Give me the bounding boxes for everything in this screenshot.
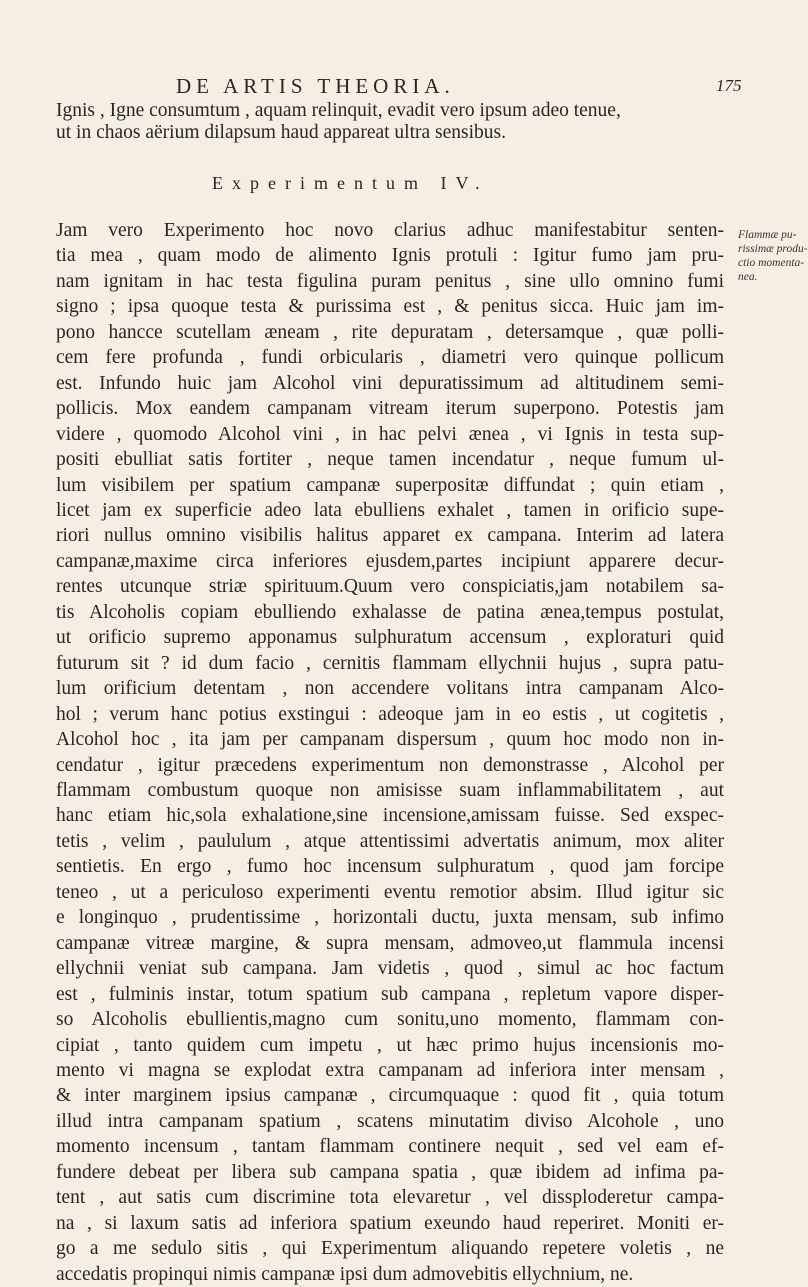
text-line: lum orificium detentam , non accendere volitans intra campanam Alco-: [56, 678, 724, 700]
text-line: fundere debeat per libera sub campana spatia , quæ ibidem ad infima pa-: [56, 1161, 724, 1183]
text-line: sentietis. En ergo , fumo hoc incensum sulphuratum , quod jam forcipe: [56, 856, 724, 878]
experiment-heading: Experimentum IV.: [212, 173, 489, 193]
text-line: hol ; verum hanc potius exstingui : adeoque jam in eo estis , ut cogitetis ,: [56, 703, 724, 725]
text-line: cipiat , tanto quidem cum impetu , ut hæc primo hujus incensionis mo-: [56, 1034, 724, 1056]
text-line: tetis , velim , paululum , atque attentissimi advertatis animum, mox aliter: [56, 830, 724, 852]
text-line: tis Alcoholis copiam ebulliendo exhalasse de patina ænea,tempus postulat,: [56, 601, 724, 623]
text-line: signo ; ipsa quoque testa & purissima est , & penitus sicca. Huic jam im-: [56, 296, 724, 318]
page-number: 175: [716, 76, 742, 95]
text-line: futurum sit ? id dum facio , cernitis flammam ellychnii hujus , supra patu-: [56, 652, 724, 674]
text-line: ellychnii veniat sub campana. Jam videtis , quod , simul ac hoc factum: [56, 958, 724, 980]
text-line: tia mea , quam modo de alimento Ignis protuli : Igitur fumo jam pru-: [56, 245, 724, 267]
text-line: licet jam ex superficie adeo lata ebulliens exhalet , tamen in orificio supe-: [56, 499, 724, 521]
text-line: Jam vero Experimento hoc novo clarius adhuc manifestabitur senten-: [56, 220, 724, 241]
text-line: ut in chaos aërium dilapsum haud appareat ultra sensibus.: [56, 122, 507, 143]
text-line: campanæ vitreæ margine, & supra mensam, admoveo,ut flammula incensi: [56, 932, 724, 954]
text-line: go a me sedulo sitis , qui Experimentum aliquando repetere voletis , ne: [56, 1238, 724, 1260]
text-line: pono hancce scutellam æneam , rite depuratam , detersamque , quæ polli-: [56, 321, 724, 343]
text-line: Alcohol hoc , ita jam per campanam dispersum , quum hoc modo non in-: [56, 729, 724, 751]
text-line: e longinquo , prudentissime , horizontali ductu, juxta mensam, sub infimo: [56, 907, 724, 929]
text-line: & inter marginem ipsius campanæ , circumquaque : quod fit , quia totum: [56, 1085, 724, 1107]
text-line: rentes utcunque striæ spirituum.Quum vero conspiciatis,jam notabilem sa-: [56, 576, 724, 598]
text-line: momento incensum , tantam flammam continere nequit , sed vel eam ef-: [56, 1136, 724, 1158]
text-line: cendatur , igitur præcedens experimentum non demonstrasse , Alcohol per: [56, 754, 724, 776]
running-head: DE ARTIS THEORIA.: [176, 74, 455, 98]
text-line: flammam combustum quoque non amisisse suam inflammabilitatem , aut: [56, 779, 724, 801]
text-line: est. Infundo huic jam Alcohol vini depuratissimum ad altitudinem semi-: [56, 372, 724, 394]
text-line: na , si laxum satis ad inferiora spatium exeundo haud reperiret. Moniti er-: [56, 1212, 724, 1234]
text-line: so Alcoholis ebullientis,magno cum sonitu,uno momento, flammam con-: [56, 1009, 724, 1031]
intro-paragraph: [56, 100, 716, 144]
margin-note-line: ctio momenta-: [738, 257, 805, 269]
margin-note-line: Flammæ pu-: [738, 229, 797, 241]
text-line: videre , quomodo Alcohol vini , in hac pelvi ænea , vi Ignis in testa sup-: [56, 423, 724, 445]
text-line: est , fulminis instar, totum spatium sub campana , repletum vapore disper-: [56, 983, 724, 1005]
text-line: mento vi magna se explodat extra campanam ad inferiora inter mensam ,: [56, 1059, 724, 1081]
margin-note: [738, 228, 808, 284]
text-line: teneo , ut a periculoso experimenti eventu remotior absim. Illud igitur sic: [56, 881, 724, 903]
text-line: riori nullus omnino visibilis halitus apparet ex campana. Interim ad latera: [56, 525, 724, 547]
text-line: campanæ,maxime circa inferiores ejusdem,partes incipiunt apparere decur-: [56, 550, 724, 572]
text-line: accedatis propinqui nimis campanæ ipsi dum admovebitis ellychnium, ne.: [56, 1263, 634, 1285]
text-line: ut orificio supremo apponamus sulphuratum accensum , exploraturi quid: [56, 627, 724, 649]
text-line: Ignis , Igne consumtum , aquam relinquit, evadit vero ipsum adeo tenue,: [56, 100, 621, 121]
text-line: cem fere profunda , fundi orbicularis , diametri vero quinque pollicum: [56, 347, 724, 369]
text-line: hanc etiam hic,sola exhalatione,sine incensione,amissam fuisse. Sed exspec-: [56, 805, 724, 827]
text-line: illud intra campanam spatium , scatens minutatim diviso Alcohole , uno: [56, 1110, 724, 1132]
text-line: lum visibilem per spatium campanæ superpositæ diffundat ; quin etiam ,: [56, 474, 724, 496]
text-line: nam ignitam in hac testa figulina puram penitus , sine ullo omnino fumi: [56, 270, 724, 292]
body-paragraph: [56, 218, 724, 1287]
text-line: tent , aut satis cum discrimine tota elevaretur , vel dissploderetur campa-: [56, 1187, 724, 1209]
text-line: pollicis. Mox eandem campanam vitream iterum superpono. Potestis jam: [56, 398, 724, 420]
margin-note-line: rissimæ produ-: [738, 243, 808, 255]
text-line: positi ebulliat satis fortiter , neque tamen incendatur , neque fumum ul-: [56, 449, 724, 471]
margin-note-line: nea.: [738, 271, 758, 283]
